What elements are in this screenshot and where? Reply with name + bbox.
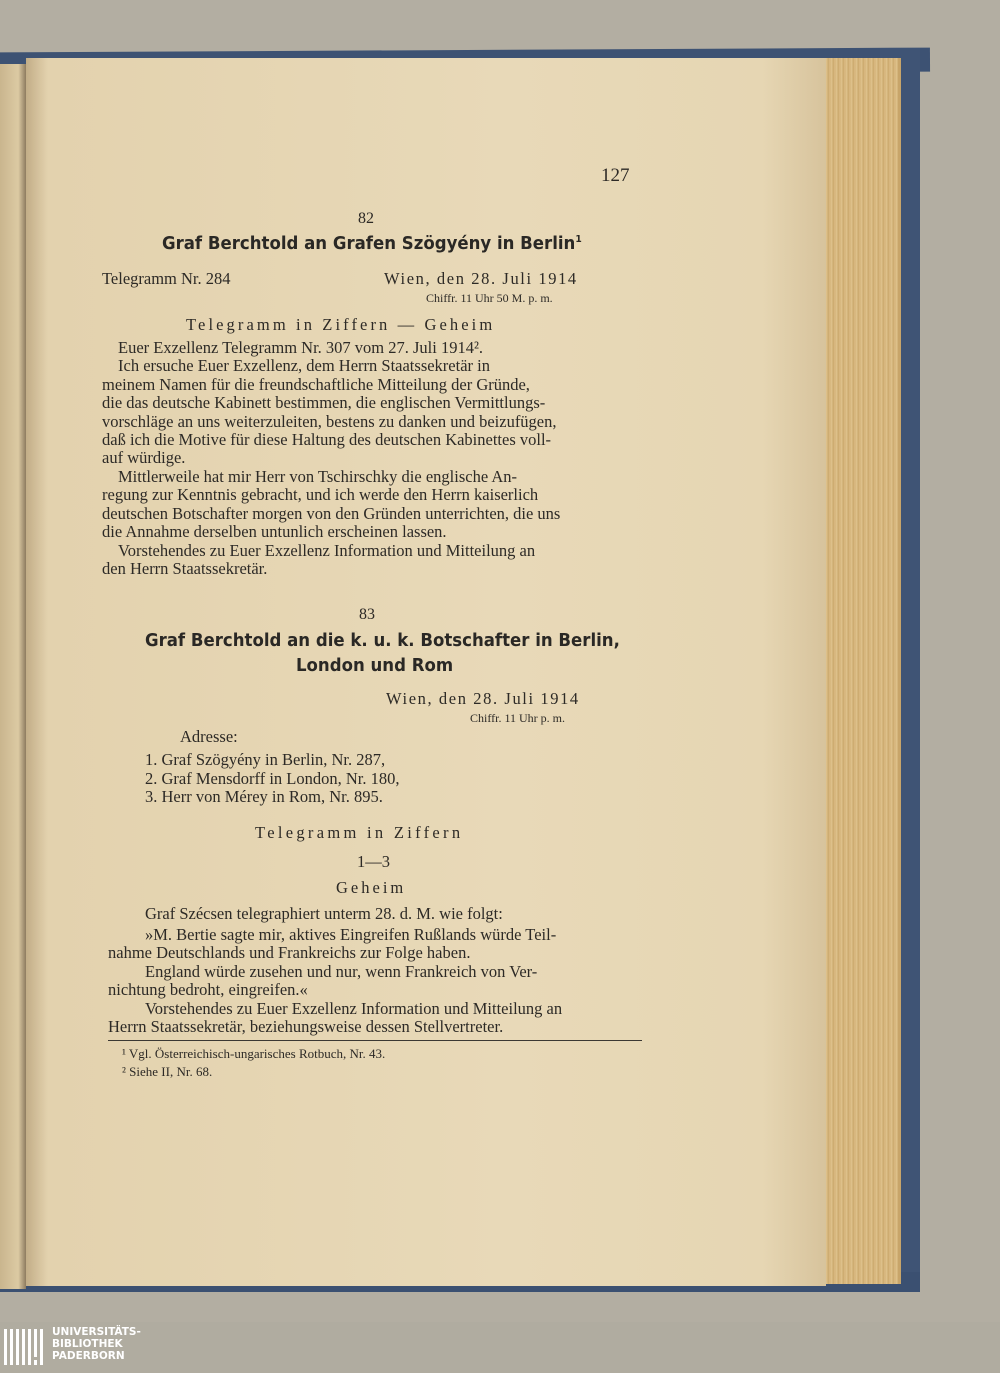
footnote-rule	[108, 1040, 642, 1041]
body-line: daß ich die Motive für diese Haltung des deutschen Kabinettes voll-	[102, 430, 552, 449]
body-line: deutschen Botschafter morgen von den Gründen unterrichten, die uns	[102, 504, 561, 523]
body-line: »M. Bertie sagte mir, aktives Eingreifen Rußlands würde Teil-	[145, 925, 557, 944]
subheading-82: Telegramm in Ziffern — Geheim	[186, 315, 496, 334]
footnote-1: ¹ Vgl. Österreichisch-ungarisches Rotbuch, Nr. 43.	[122, 1046, 386, 1061]
body-line: Ich ersuche Euer Exzellenz, dem Herrn Staatssekretär in	[118, 356, 490, 375]
subheading-83: Telegramm in Ziffern	[255, 823, 464, 842]
body-line: vorschläge an uns weiterzuleiten, bestens zu danken und beizufügen,	[102, 412, 557, 431]
body-line: Herrn Staatssekretär, beziehungsweise dessen Stellvertreter.	[108, 1017, 504, 1036]
library-line-1: UNIVERSITÄTS-	[52, 1326, 141, 1338]
document-title-82: Graf Berchtold an Grafen Szögyény in Berlin$^1$	[162, 233, 582, 254]
place-date-82: Wien, den 28. Juli 1914	[384, 269, 578, 288]
body-line: die das deutsche Kabinett bestimmen, die englischen Vermittlungs-	[102, 393, 546, 412]
body-line: Mittlerweile hat mir Herr von Tschirschky die englische An-	[118, 467, 518, 486]
chiffre-82: Chiffr. 11 Uhr 50 M. p. m.	[426, 291, 553, 305]
body-line: den Herrn Staatssekretär.	[102, 559, 268, 578]
library-line-2: BIBLIOTHEK	[52, 1338, 123, 1350]
library-logo-icon	[4, 1329, 44, 1365]
body-line: meinem Namen für die freundschaftliche Mitteilung der Gründe,	[102, 375, 530, 394]
footnote-ref: 1	[575, 234, 582, 245]
body-line: Euer Exzellenz Telegramm Nr. 307 vom 27. Juli 1914².	[118, 338, 484, 357]
place-date-83: Wien, den 28. Juli 1914	[386, 689, 580, 708]
chiffre-83: Chiffr. 11 Uhr p. m.	[470, 711, 565, 725]
secret-label: Geheim	[336, 878, 407, 897]
body-line: Vorstehendes zu Euer Exzellenz Information und Mitteilung an	[118, 541, 536, 560]
body-line: regung zur Kenntnis gebracht, und ich werde den Herrn kaiserlich	[102, 485, 539, 504]
telegram-number: Telegramm Nr. 284	[102, 269, 231, 288]
page-number: 127	[601, 165, 630, 186]
body-line: nichtung bedroht, eingreifen.«	[108, 980, 308, 999]
library-name	[52, 1326, 141, 1362]
document-number-83: 83	[359, 606, 375, 623]
address-item: 1. Graf Szögyény in Berlin, Nr. 287,	[145, 750, 386, 769]
library-footer	[0, 1322, 1000, 1373]
address-item: 3. Herr von Mérey in Rom, Nr. 895.	[145, 787, 383, 806]
document-title-83-line1: Graf Berchtold an die k. u. k. Botschafter in Berlin,	[145, 630, 620, 651]
address-label: Adresse:	[180, 727, 238, 746]
body-line: nahme Deutschlands und Frankreichs zur Folge haben.	[108, 943, 471, 962]
left-page-edge	[0, 64, 26, 1289]
body-line: England würde zusehen und nur, wenn Frankreich von Ver-	[145, 962, 538, 981]
body-line: Vorstehendes zu Euer Exzellenz Information und Mitteilung an	[145, 999, 563, 1018]
document-title-83-line2: London und Rom	[296, 655, 454, 676]
range: 1—3	[357, 852, 390, 871]
body-line: die Annahme derselben untunlich erscheinen lassen.	[102, 522, 447, 541]
body-line: Graf Szécsen telegraphiert unterm 28. d. M. wie folgt:	[145, 904, 503, 923]
body-line: auf würdige.	[102, 448, 186, 467]
address-item: 2. Graf Mensdorff in London, Nr. 180,	[145, 769, 400, 788]
document-number-82: 82	[358, 210, 374, 227]
library-line-3: PADERBORN	[52, 1350, 125, 1362]
footnote-2: ² Siehe II, Nr. 68.	[122, 1064, 213, 1079]
